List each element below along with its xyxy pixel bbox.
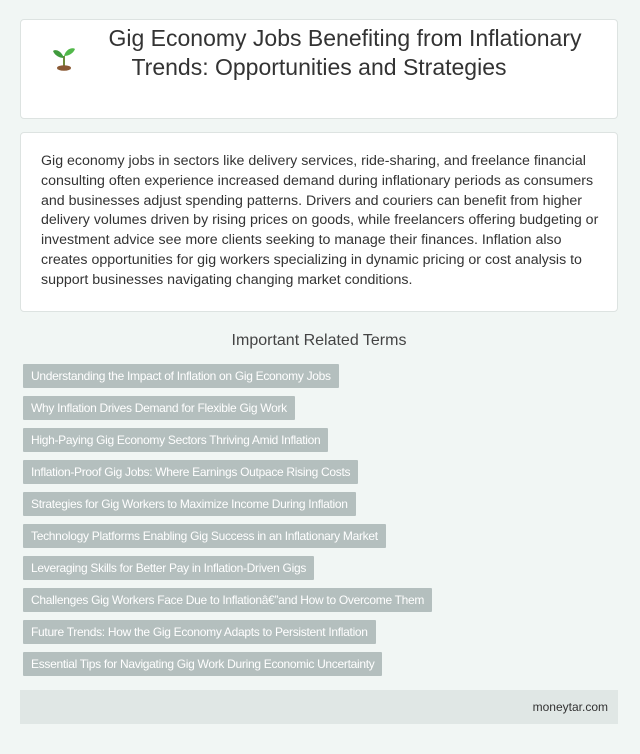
term-tag[interactable]: Understanding the Impact of Inflation on Gig Economy Jobs <box>23 364 339 388</box>
term-tag[interactable]: High-Paying Gig Economy Sectors Thriving Amid Inflation <box>23 428 328 452</box>
term-tag[interactable]: Technology Platforms Enabling Gig Success in an Inflationary Market <box>23 524 386 548</box>
term-tag[interactable]: Inflation-Proof Gig Jobs: Where Earnings Outpace Rising Costs <box>23 460 358 484</box>
term-tag[interactable]: Essential Tips for Navigating Gig Work During Economic Uncertainty <box>23 652 382 676</box>
footer-site-name: moneytar.com <box>532 700 608 714</box>
term-tag[interactable]: Why Inflation Drives Demand for Flexible Gig Work <box>23 396 295 420</box>
related-terms-heading: Important Related Terms <box>231 332 407 349</box>
page-title: Gig Economy Jobs Benefiting from Inflationary Trends: Opportunities and Strategies <box>108 25 582 80</box>
term-tag[interactable]: Future Trends: How the Gig Economy Adapts to Persistent Inflation <box>23 620 376 644</box>
intro-paragraph: Gig economy jobs in sectors like delivery services, ride-sharing, and freelance financial consulting often experience increased demand during inflationary periods as consumers and businesses adjust spending patterns. Drivers and couriers can benefit from higher delivery volumes driven by rising prices on goods, while freelancers offering budgeting or investment advice see more clients seeking to manage their finances. Inflation also creates opportunities for gig workers specializing in dynamic pricing or cost analysis to support businesses navigating changing market conditions. <box>41 153 599 288</box>
term-tag[interactable]: Challenges Gig Workers Face Due to Inflationâ€”and How to Overcome Them <box>23 588 432 612</box>
related-terms-list <box>23 364 432 684</box>
term-tag[interactable]: Leveraging Skills for Better Pay in Inflation-Driven Gigs <box>23 556 314 580</box>
footer-bar <box>20 690 618 724</box>
term-tag[interactable]: Strategies for Gig Workers to Maximize Income During Inflation <box>23 492 356 516</box>
